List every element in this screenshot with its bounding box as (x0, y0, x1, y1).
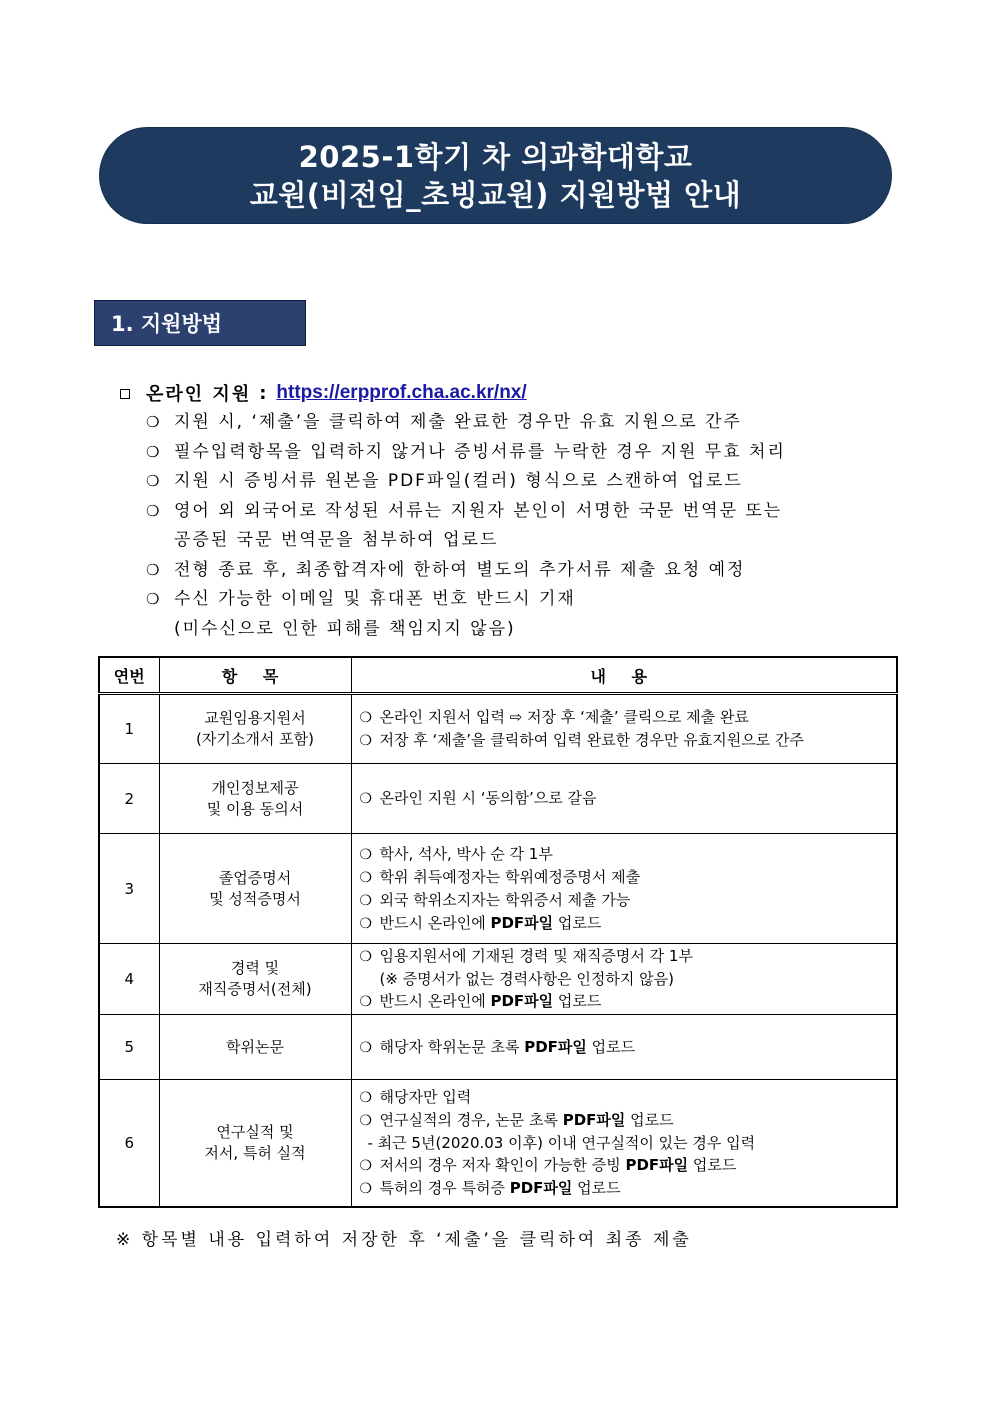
content-text: 해당자 학위논문 초록 (379, 1037, 525, 1056)
circle-bullet-icon: ❍ (359, 994, 373, 1010)
row-number: 1 (99, 694, 159, 764)
row-item-line: 연구실적 및 (216, 1122, 294, 1141)
row-item (159, 1080, 351, 1207)
section-header (94, 300, 306, 346)
header-num: 연번 (99, 657, 159, 694)
content-text: 업로드 (572, 1178, 621, 1197)
content-text: 저장 후 ‘제출’을 클릭하여 입력 완료한 경우만 유효지원으로 간주 (379, 731, 804, 749)
circle-bullet-icon: ❍ (359, 733, 373, 749)
note-item (146, 467, 876, 497)
content-text: 온라인 지원서 입력 ⇨ 저장 후 ‘제출’ 클릭으로 제출 완료 (379, 708, 749, 726)
row-content (351, 694, 897, 764)
row-item (159, 1015, 351, 1080)
content-line (360, 1177, 897, 1200)
note-text-continued: (미수신으로 인한 피해를 책임지지 않음) (174, 618, 516, 639)
note-text: 지원 시, ‘제출’을 클릭하여 제출 완료한 경우만 유효 지원으로 간주 (174, 412, 742, 432)
note-item (146, 556, 876, 586)
content-text: 반드시 온라인에 (379, 992, 491, 1010)
row-content (351, 944, 897, 1015)
content-emphasis: PDF파일 (509, 1178, 573, 1197)
content-emphasis: PDF파일 (490, 992, 554, 1010)
notes-list (146, 408, 876, 644)
note-text: 영어 외 외국어로 작성된 서류는 지원자 본인이 서명한 국문 번역문 또는 (174, 500, 783, 521)
table-header-row (99, 657, 897, 694)
table-row (99, 944, 897, 1015)
circle-bullet-icon: ❍ (359, 915, 373, 932)
content-text: 임용지원서에 기재된 경력 및 재직증명서 각 1부 (379, 947, 693, 965)
content-text: 외국 학위소지자는 학위증서 제출 가능 (379, 890, 631, 909)
table-row (99, 1080, 897, 1207)
content-text: 업로드 (553, 913, 602, 932)
content-text: 연구실적의 경우, 논문 초록 (379, 1110, 563, 1129)
circle-bullet-icon: ❍ (359, 791, 373, 807)
content-line (360, 1132, 897, 1154)
row-item-line: 저서, 특허 실적 (204, 1143, 306, 1162)
table-row (99, 1015, 897, 1080)
circle-bullet-icon: ❍ (146, 590, 160, 608)
content-text: 업로드 (586, 1037, 636, 1056)
row-content (351, 764, 897, 834)
content-text: 업로드 (688, 1155, 737, 1174)
content-line (360, 990, 897, 1013)
row-content (351, 1015, 897, 1080)
header-item: 항 목 (159, 657, 351, 694)
row-item-line: 재직증명서(전체) (198, 980, 312, 998)
content-emphasis: PDF파일 (524, 1037, 587, 1056)
content-text: 특허의 경우 특허증 (379, 1178, 510, 1197)
note-item (146, 408, 876, 438)
row-number: 3 (99, 834, 159, 944)
row-item-line: 졸업증명서 (218, 868, 292, 887)
circle-bullet-icon: ❍ (146, 560, 160, 579)
circle-bullet-icon: ❍ (359, 1157, 373, 1174)
circle-bullet-icon: ❍ (359, 710, 373, 726)
content-emphasis: PDF파일 (625, 1155, 689, 1174)
content-text: 학사, 석사, 박사 순 각 1부 (379, 844, 553, 863)
content-line (360, 1154, 897, 1177)
content-text: 학위 취득예정자는 학위예정증명서 제출 (379, 867, 641, 886)
application-url-link[interactable]: https://erpprof.cha.ac.kr/nx/ (276, 382, 527, 403)
row-number: 4 (99, 944, 159, 1015)
title-line-2: 교원(비전임_초빙교원) 지원방법 안내 (249, 177, 742, 212)
circle-bullet-icon: ❍ (359, 1089, 373, 1106)
content-line (360, 706, 897, 729)
content-line (360, 1036, 897, 1059)
content-text: - 최근 5년(2020.03 이후) 이내 연구실적이 있는 경우 입력 (367, 1133, 756, 1152)
circle-bullet-icon: ❍ (359, 949, 373, 965)
content-text: (※ 증명서가 없는 경력사항은 인정하지 않음) (379, 970, 674, 988)
content-text: 반드시 온라인에 (379, 913, 491, 932)
row-item-line: 및 성적증명서 (209, 889, 301, 908)
content-line (360, 912, 897, 935)
row-item-line: 교원임용지원서 (204, 709, 306, 727)
row-item-line: 개인정보제공 (211, 778, 299, 797)
row-number: 6 (99, 1080, 159, 1207)
row-item (159, 944, 351, 1015)
table-row (99, 694, 897, 764)
title-line-1: 2025-1학기 차 의과학대학교 (298, 139, 693, 174)
content-line (360, 787, 897, 810)
content-text: 업로드 (553, 992, 602, 1010)
content-line (360, 866, 897, 889)
table-row (99, 834, 897, 944)
note-text: 수신 가능한 이메일 및 휴대폰 번호 반드시 기재 (174, 589, 576, 609)
row-item-line: (자기소개서 포함) (196, 730, 314, 748)
header-content: 내 용 (351, 657, 897, 694)
circle-bullet-icon: ❍ (359, 1039, 373, 1056)
content-line (360, 729, 897, 752)
circle-bullet-icon: ❍ (359, 1180, 373, 1197)
content-line (360, 889, 897, 912)
content-line (360, 843, 897, 866)
row-content (351, 834, 897, 944)
note-item (146, 438, 876, 468)
content-line (360, 1086, 897, 1109)
table-row (99, 764, 897, 834)
circle-bullet-icon: ❍ (359, 892, 373, 909)
note-item (146, 585, 876, 644)
circle-bullet-icon: ❍ (359, 846, 373, 863)
note-text: 지원 시 증빙서류 원본을 PDF파일(컬러) 형식으로 스캔하여 업로드 (174, 471, 743, 491)
content-emphasis: PDF파일 (490, 913, 554, 932)
row-item (159, 834, 351, 944)
circle-bullet-icon: ❍ (359, 869, 373, 886)
content-emphasis: PDF파일 (562, 1110, 626, 1129)
row-item (159, 764, 351, 834)
content-line (360, 968, 897, 990)
content-text: 온라인 지원 시 ‘동의함’으로 갈음 (379, 789, 597, 807)
row-number: 2 (99, 764, 159, 834)
content-text: 해당자만 입력 (379, 1087, 472, 1106)
title-banner (100, 128, 891, 223)
circle-bullet-icon: ❍ (146, 472, 160, 490)
row-number: 5 (99, 1015, 159, 1080)
content-line (360, 1109, 897, 1132)
circle-bullet-icon: ❍ (146, 442, 160, 461)
row-item-line: 경력 및 (230, 959, 280, 977)
row-item (159, 694, 351, 764)
note-text: 전형 종료 후, 최종합격자에 한하여 별도의 추가서류 제출 요청 예정 (174, 559, 746, 580)
content-text: 업로드 (625, 1110, 674, 1129)
row-content (351, 1080, 897, 1207)
online-label: 온라인 지원 (146, 384, 252, 405)
section-title: 1. 지원방법 (111, 312, 223, 336)
content-line (360, 945, 897, 968)
circle-bullet-icon: ❍ (146, 413, 160, 431)
square-bullet-icon (120, 389, 130, 399)
content-text: 저서의 경우 저자 확인이 가능한 증빙 (379, 1155, 626, 1174)
online-colon: : (259, 382, 267, 404)
circle-bullet-icon: ❍ (146, 501, 160, 520)
online-application-line (120, 379, 527, 407)
note-text: 필수입력항목을 입력하지 않거나 증빙서류를 누락한 경우 지원 무효 처리 (174, 441, 786, 462)
circle-bullet-icon: ❍ (359, 1112, 373, 1129)
note-item (146, 497, 876, 556)
note-text-continued: 공증된 국문 번역문을 첨부하여 업로드 (174, 530, 499, 550)
requirements-table (98, 656, 898, 1208)
row-item-line: 학위논문 (226, 1037, 284, 1056)
row-item-line: 및 이용 동의서 (206, 799, 304, 818)
footnote: ※ 항목별 내용 입력하여 저장한 후 ‘제출’을 클릭하여 최종 제출 (116, 1230, 692, 1250)
